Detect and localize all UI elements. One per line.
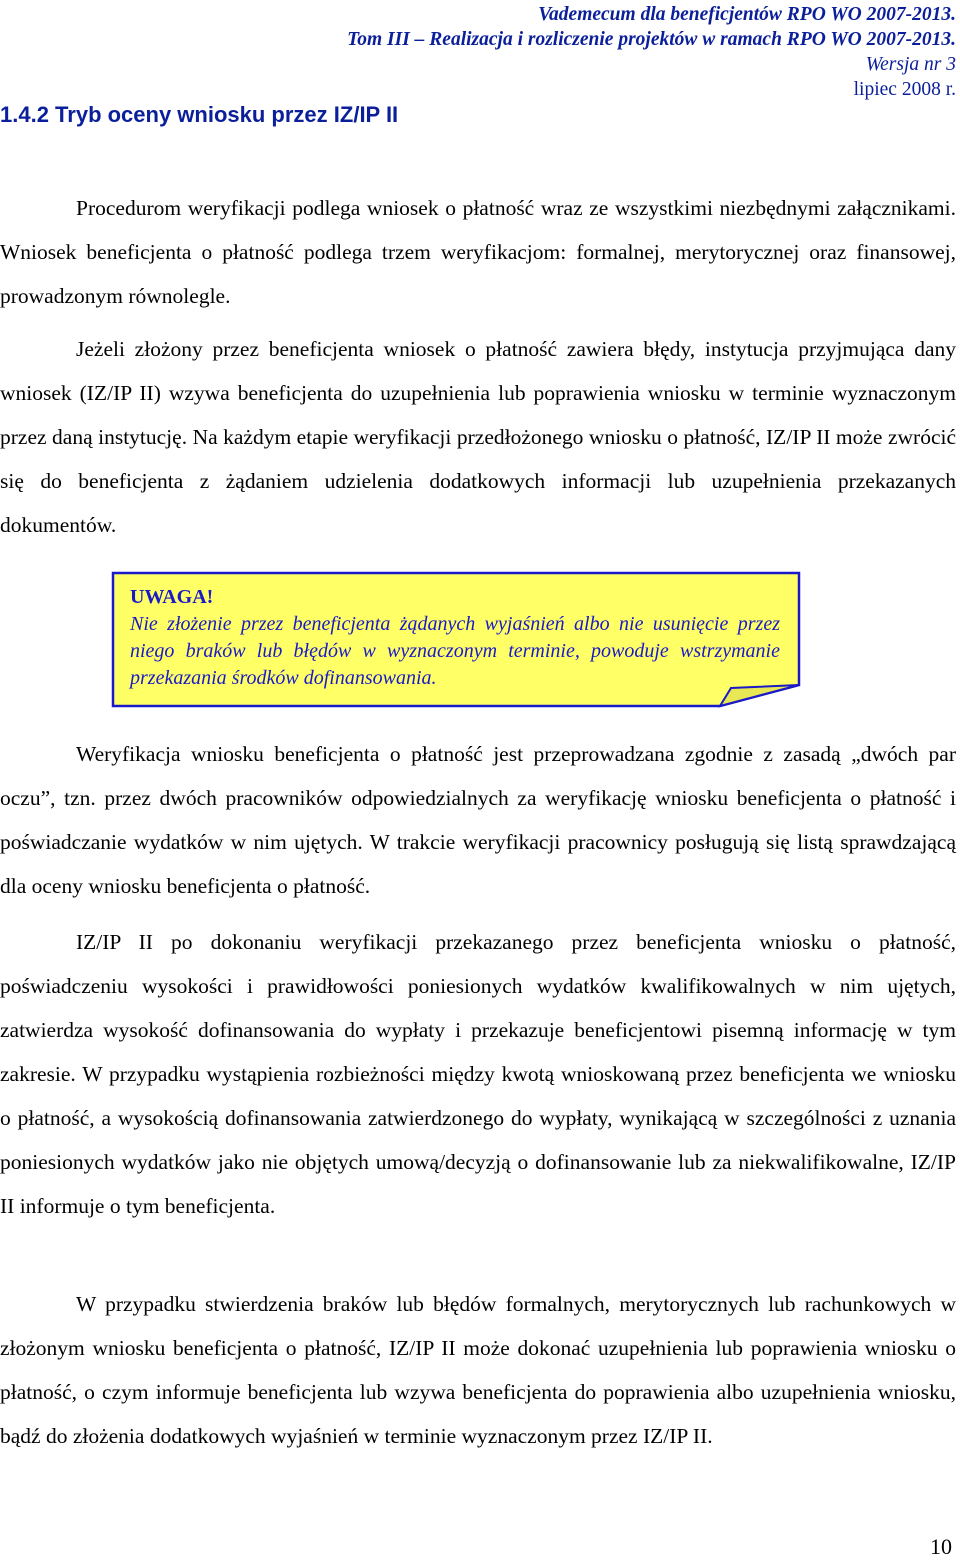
paragraph-3: Weryfikacja wniosku beneficjenta o płatność jest przeprowadzana zgodnie z zasadą „dwóch par oczu”, tzn. przez dwóch pracowników odpowiedzialnych za weryfikację wniosku beneficjenta o płatność i poświadczanie wydatków w nim ujętych. W trakcie weryfikacji pracownicy posługują się listą sprawdzającą dla oceny wniosku beneficjenta o płatność. <box>0 742 956 898</box>
paragraph-1: Procedurom weryfikacji podlega wniosek o płatność wraz ze wszystkimi niezbędnymi załącznikami. Wniosek beneficjenta o płatność podlega trzem weryfikacjom: formalnej, merytorycznej oraz finansowej, prowadzonym równolegle. <box>0 196 956 308</box>
paragraph-2: Jeżeli złożony przez beneficjenta wniosek o płatność zawiera błędy, instytucja przyjmująca dany wniosek (IZ/IP II) wzywa beneficjenta do uzupełnienia lub poprawienia wniosku w terminie wyznaczonym przez daną instytucję. Na każdym etapie weryfikacji przedłożonego wniosku o płatność, IZ/IP II może zwrócić się do beneficjenta z żądaniem udzielenia dodatkowych informacji lub uzupełnienia przekazanych dokumentów. <box>0 337 956 537</box>
paragraph-4: IZ/IP II po dokonaniu weryfikacji przekazanego przez beneficjenta wniosku o płatność, poświadczeniu wysokości i prawidłowości poniesionych wydatków kwalifikowalnych w nim ujętych, zatwierdza wysokość dofinansowania do wypłaty i przekazuje beneficjentowi pisemną informację w tym zakresie. W przypadku wystąpienia rozbieżności między kwotą wnioskowaną przez beneficjenta we wniosku o płatność, a wysokością dofinansowania zatwierdzonego do wypłaty, wynikającą w szczególności z uznania poniesionych wydatków jako nie objętych umową/decyzją o dofinansowanie lub za niekwalifikowalne, IZ/IP II informuje o tym beneficjenta. <box>0 930 956 1218</box>
note-body: Nie złożenie przez beneficjenta żądanych wyjaśnień albo nie usunięcie przez niego braków lub błędów w wyznaczonym terminie, powoduje wstrzymanie przekazania środków dofinansowania. <box>130 613 780 689</box>
paragraph-5: W przypadku stwierdzenia braków lub błędów formalnych, merytorycznych lub rachunkowych w złożonym wniosku beneficjenta o płatność, IZ/IP II może dokonać uzupełnienia lub poprawienia wniosku o płatność, o czym informuje beneficjenta lub wzywa beneficjenta do poprawienia albo uzupełnienia wniosku, bądź do złożenia dodatkowych wyjaśnień w terminie wyznaczonym przez IZ/IP II. <box>0 1292 956 1448</box>
document-header <box>347 2 956 102</box>
header-title: Vademecum dla beneficjentów RPO WO 2007-2013. <box>538 4 956 25</box>
header-version: Wersja nr 3 <box>865 54 956 75</box>
header-volume: Tom III – Realizacja i rozliczenie projektów w ramach RPO WO 2007-2013. <box>347 29 956 50</box>
section-heading: 1.4.2 Tryb oceny wniosku przez IZ/IP II <box>0 102 399 127</box>
header-date: lipiec 2008 r. <box>853 79 956 100</box>
warning-note <box>110 570 804 712</box>
page-number: 10 <box>930 1534 952 1559</box>
note-title: UWAGA! <box>130 586 214 608</box>
